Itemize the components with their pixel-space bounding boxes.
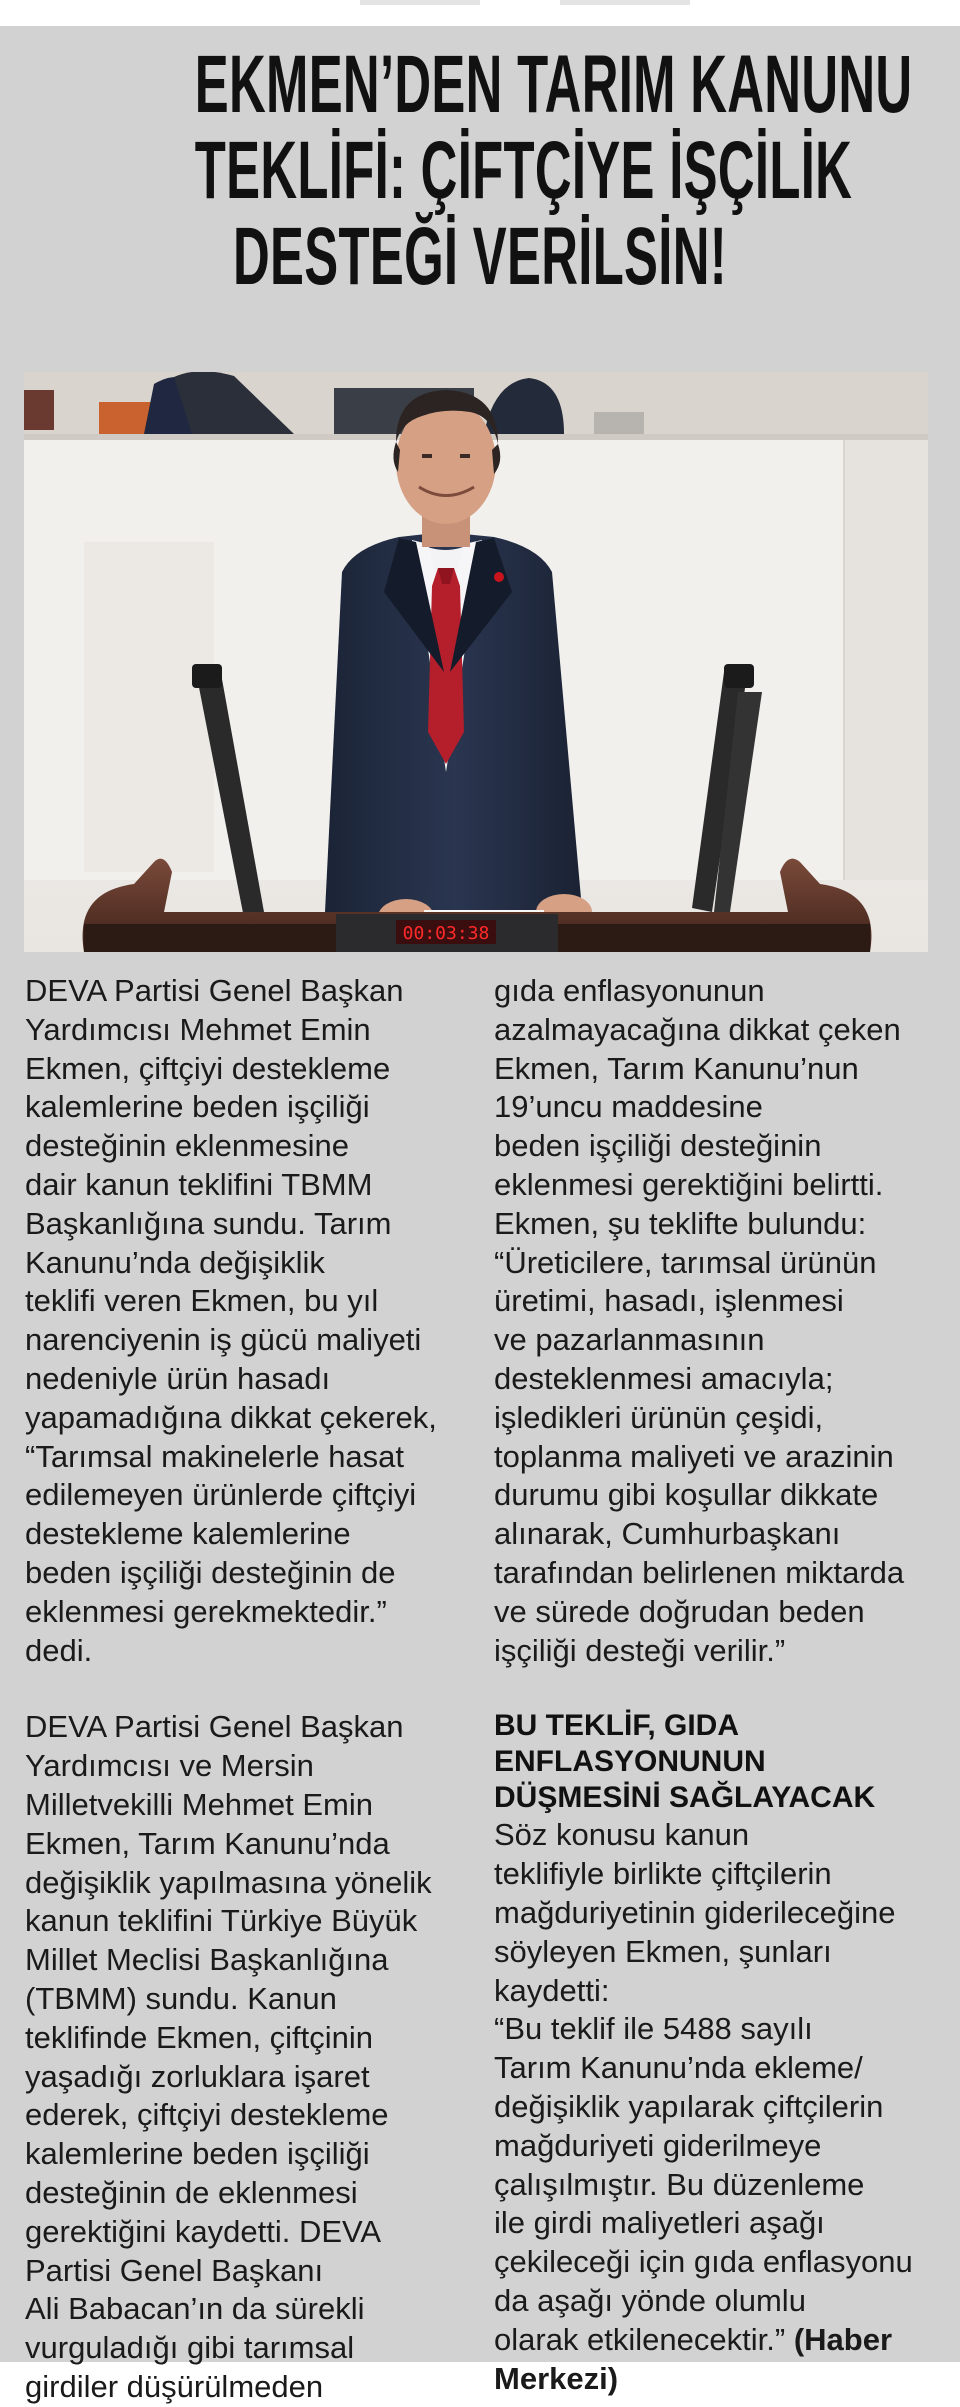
paragraph-4-text: Söz konusu kanun teklifiyle birlikte çiftçilerin mağduriyetinin giderileceğine söyleyen Ekmen, şunları kaydetti: “Bu teklif ile 5488 sayılı Tarım Kanunu’nda ekleme/ değişiklik yapılarak çiftçilerin mağduriyeti giderilmeye çalışılmıştır. Bu düzenleme ile girdi maliyetleri aşağı çekileceği için gıda enflasyonu da aşağı yönde olumlu olarak etkilenecektir.” — [494, 1817, 913, 2357]
article-headline — [194, 39, 913, 302]
paragraph-3: gıda enflasyonunun azalmayacağına dikkat çeken Ekmen, Tarım Kanunu’nun 19’uncu maddesine beden işçiliği desteğinin eklenmesi gerektiğini belirtti. Ekmen, şu teklifte bulundu: “Üreticilere, tarımsal ürünün üretimi, hasadı, işlenmesi ve pazarlanmasının desteklenmesi amacıyla; işledikleri ürünün çeşidi, toplanma maliyeti ve arazinin durumu gibi koşullar dikkate alınarak, Cumhurbaşkanı tarafından belirlenen miktarda ve sürede doğrudan beden işçiliği desteği verilir.” — [494, 973, 905, 1668]
headline-line-2: TEKLİFİ: ÇİFTÇİYE İŞÇİLİK — [194, 125, 853, 216]
top-shadow-left — [360, 0, 480, 5]
headline-line-1: EKMEN’DEN TARIM KANUNU — [194, 39, 913, 130]
podium-timer: 00:03:38 — [402, 923, 490, 944]
paragraph-1: DEVA Partisi Genel Başkan Yardımcısı Mehmet Emin Ekmen, çiftçiyi destekleme kalemlerine beden işçiliği desteğinin eklenmesine dair kanun teklifini TBMM Başkanlığına sundu. Tarım Kanunu’nda değişiklik teklifi veren Ekmen, bu yıl narenciyenin iş gücü maliyeti nedeniyle ürün hasadı yapamadığına dikkat çekerek, “Tarımsal makinelerle hasat edilemeyen ürünlerde çiftçiyi destekleme kalemlerine beden işçiliği desteğinin de eklenmesi gerekmektedir.” dedi. — [25, 973, 437, 1668]
article-photo — [24, 372, 928, 952]
left-column — [25, 972, 465, 2407]
headline-line-3: DESTEĞİ VERİLSİN! — [233, 211, 727, 302]
right-column — [494, 972, 934, 2398]
paragraph-2: DEVA Partisi Genel Başkan Yardımcısı ve Mersin Milletvekilli Mehmet Emin Ekmen, Tarım Kanunu’nda değişiklik yapılmasına yönelik kanun teklifini Türkiye Büyük Millet Meclisi Başkanlığına (TBMM) sundu. Kanun teklifinde Ekmen, çiftçinin yaşadığı zorluklara işaret ederek, çiftçiyi destekleme kalemlerine beden işçiliği desteğinin de eklenmesi gerektiğini kaydetti. DEVA Partisi Genel Başkanı Ali Babacan’ın da sürekli vurguladığı gibi tarımsal girdiler düşürülmeden — [25, 1709, 432, 2404]
top-shadow-right — [560, 0, 690, 5]
paragraph-4 — [494, 1816, 934, 2398]
speaker-at-podium-photo — [24, 372, 928, 952]
byline-credit: (Haber Merkezi) — [494, 2321, 893, 2396]
subheading: BU TEKLİF, GIDA ENFLASYONUNUN DÜŞMESİNİ SAĞLAYACAK — [494, 1709, 876, 1815]
top-margin — [0, 0, 960, 26]
